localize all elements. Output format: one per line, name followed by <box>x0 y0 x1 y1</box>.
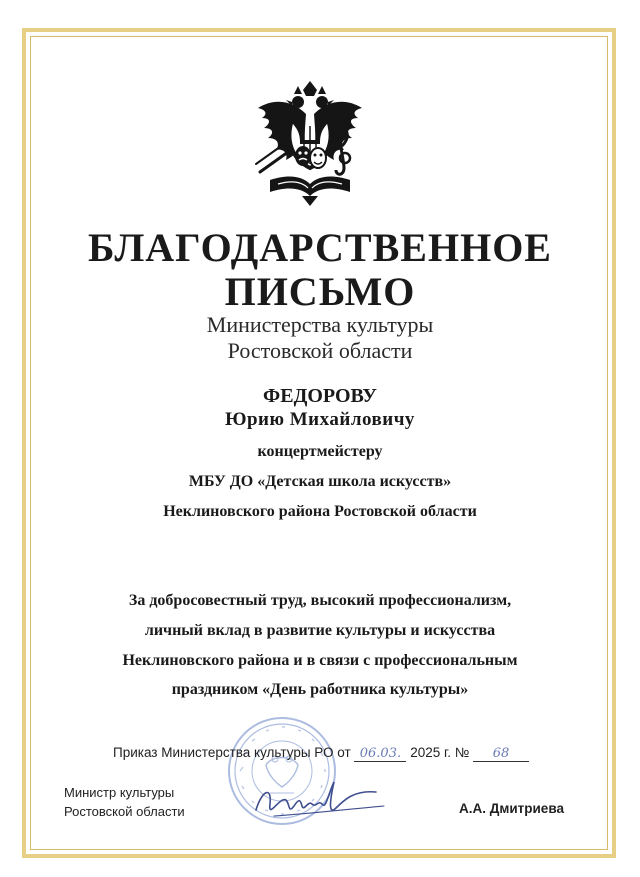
issuer-line-2: Ростовской области <box>227 338 413 363</box>
order-date-field: 06.03. <box>354 746 406 762</box>
minister-title-line-1: Министр культуры <box>64 785 175 800</box>
reason-line-1: За добросовестный труд, высокий профессионализм, <box>128 592 512 609</box>
reason-line-2: личный вклад в развитие культуры и искусства <box>144 622 496 639</box>
recipient-surname: ФЕДОРОВУ <box>263 385 377 407</box>
recipient-organization: МБУ ДО «Детская школа искусств» <box>188 473 452 490</box>
minister-title-line-2: Ростовской области <box>64 804 185 819</box>
signer-name: А.А. Дмитриева <box>459 801 564 816</box>
recipient-district: Неклиновского района Ростовской области <box>163 503 477 520</box>
ministry-emblem-icon <box>248 80 372 210</box>
recipient-name-patronymic: Юрию Михайловичу <box>225 409 415 430</box>
document-title-second-line: ПИСЬМО <box>224 269 416 314</box>
recipient-position: концертмейстеру <box>257 443 383 460</box>
order-line <box>113 745 529 762</box>
order-number-field: 68 <box>473 746 529 762</box>
document-title: БЛАГОДАРСТВЕННОЕ <box>88 225 552 270</box>
order-year-label: 2025 г. № <box>410 745 470 760</box>
issuer-line-1: Министерства культуры <box>206 312 434 337</box>
order-prefix: Приказ Министерства культуры РО от <box>113 745 351 760</box>
reason-line-3: Неклиновского района и в связи с профессиональным <box>122 652 518 669</box>
handwritten-signature-icon <box>244 770 394 830</box>
minister-title <box>64 783 185 821</box>
reason-line-4: праздником «День работника культуры» <box>171 681 469 698</box>
